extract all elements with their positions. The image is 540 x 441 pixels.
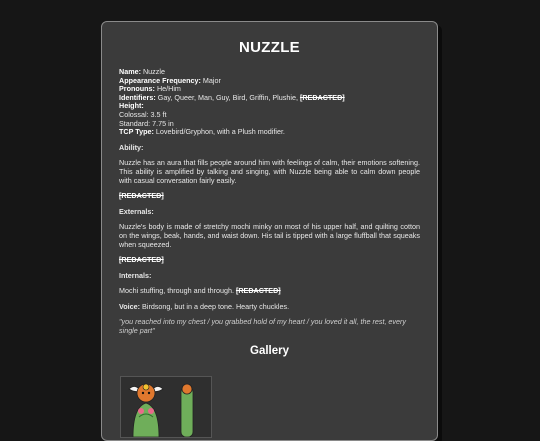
gallery-heading: Gallery xyxy=(250,344,289,357)
ability-redacted: [REDACTED] xyxy=(119,191,164,201)
externals-heading: Externals: xyxy=(119,206,154,216)
ability-heading: Ability: xyxy=(119,142,144,152)
voice-line: Voice: Birdsong, but in a deep tone. Hearty chuckles. xyxy=(119,301,290,311)
character-card xyxy=(101,21,438,441)
info-tcp: TCP Type: Lovebird/Gryphon, with a Plush modifier. xyxy=(119,127,285,137)
info-height-colossal: Colossal: 3.5 ft xyxy=(119,109,167,119)
plush-character-image xyxy=(121,377,211,437)
info-height-label: Height: xyxy=(119,101,144,111)
page-title: NUZZLE xyxy=(239,39,300,56)
info-height-standard: Standard: 7.75 in xyxy=(119,118,174,128)
externals-text: Nuzzle's body is made of stretchy mochi minky on most of his upper half, and quilting cotton on the wings, beak, hands, and waist down. His tail is tipped with a large fluffball that squeaks when squeezed. xyxy=(119,222,420,249)
info-pronouns: Pronouns: He/Him xyxy=(119,84,181,94)
quote-text: "you reached into my chest / you grabbed hold of my heart / you loved it all, the rest, every single part" xyxy=(119,317,407,336)
info-identifiers: Identifiers: Gay, Queer, Man, Guy, Bird, Griffin, Plushie, [REDACTED] xyxy=(119,92,345,102)
info-frequency: Appearance Frequency: Major xyxy=(119,75,221,85)
redacted-text: [REDACTED] xyxy=(299,92,345,102)
externals-redacted: [REDACTED] xyxy=(119,255,164,265)
info-name: Name: Nuzzle xyxy=(119,67,165,76)
internals-heading: Internals: xyxy=(119,270,152,280)
ability-text: Nuzzle has an aura that fills people around him with feelings of calm, their emotions softening. This ability is amplified by talking and singing, with Nuzzle being able to calm down people with casual conversation fairly easily. xyxy=(119,158,420,185)
info-block xyxy=(119,68,420,137)
gallery-thumbnail[interactable] xyxy=(120,376,212,438)
internals-text: Mochi stuffing, through and through. [REDACTED] xyxy=(119,286,281,296)
